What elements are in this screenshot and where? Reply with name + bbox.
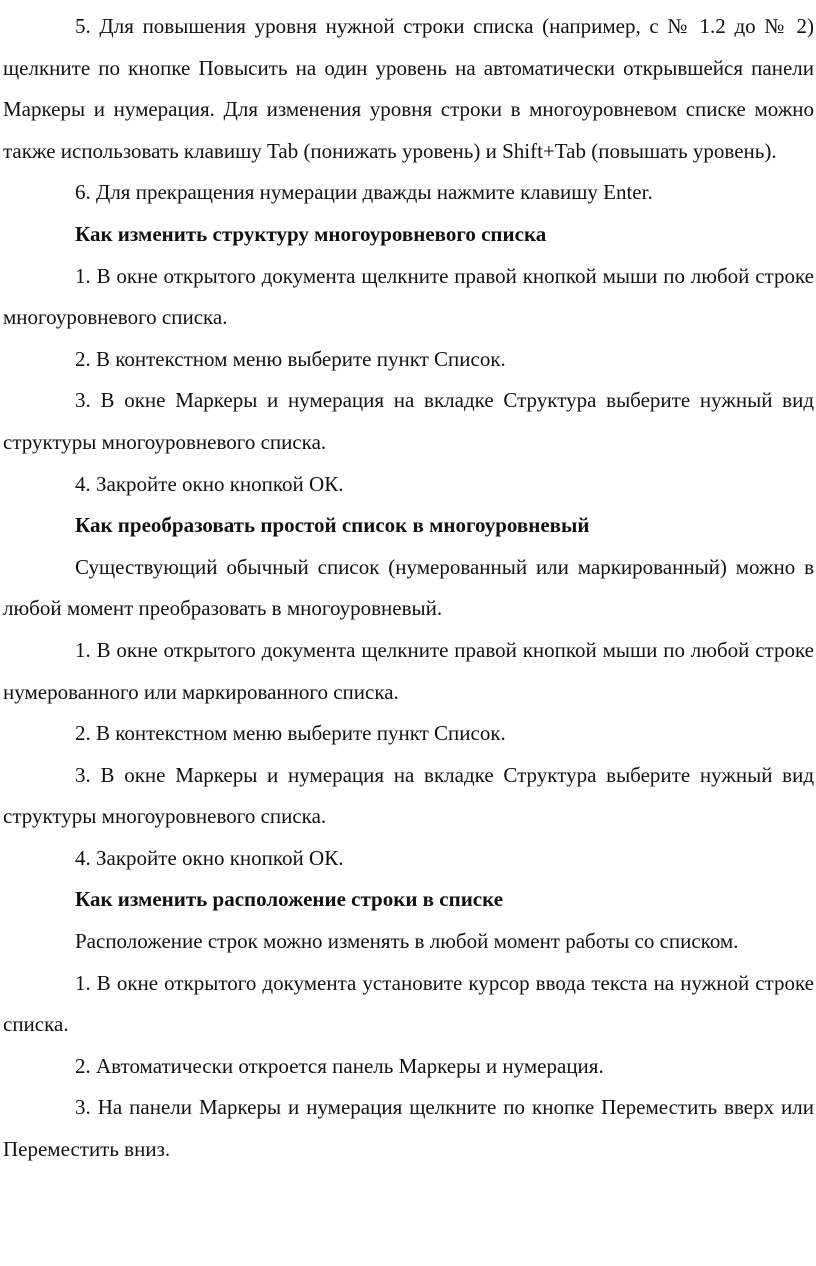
paragraph-structure-step-1: 1. В окне открытого документа щелкните правой кнопкой мыши по любой строке многоуровневого списка.	[3, 263, 814, 330]
paragraph-structure-step-2: 2. В контекстном меню выберите пункт Список.	[75, 346, 506, 371]
heading-convert-list: Как преобразовать простой список в многоуровневый	[75, 513, 590, 538]
paragraph-step-5-raise-level: 5. Для повышения уровня нужной строки списка (например, с № 1.2 до № 2) щелкните по кнопке Повысить на один уровень на автоматически открывшейся панели Маркеры и нумерация. Для изменения уровня строки в многоуровневом списке можно также использовать клавишу Tab (понижать уровень) и Shift+Tab (повышать уровень).	[3, 14, 814, 163]
paragraph-convert-intro: Существующий обычный список (нумерованный или маркированный) можно в любой момент преобразовать в многоуровневый.	[3, 554, 814, 621]
paragraph-convert-step-4: 4. Закройте окно кнопкой ОК.	[75, 845, 344, 870]
heading-move-line: Как изменить расположение строки в списке	[75, 887, 504, 912]
paragraph-move-step-1: 1. В окне открытого документа установите курсор ввода текста на нужной строке списка.	[3, 970, 814, 1037]
heading-change-structure: Как изменить структуру многоуровневого списка	[75, 221, 547, 246]
paragraph-move-intro: Расположение строк можно изменять в любой момент работы со списком.	[75, 929, 739, 954]
paragraph-structure-step-4: 4. Закройте окно кнопкой ОК.	[75, 471, 344, 496]
paragraph-structure-step-3: 3. В окне Маркеры и нумерация на вкладке Структура выберите нужный вид структуры многоуровневого списка.	[3, 388, 814, 454]
paragraph-step-6-stop-numbering: 6. Для прекращения нумерации дважды нажмите клавишу Enter.	[75, 180, 653, 205]
paragraph-convert-step-3: 3. В окне Маркеры и нумерация на вкладке Структура выберите нужный вид структуры многоуровневого списка.	[3, 762, 814, 829]
paragraph-convert-step-2: 2. В контекстном меню выберите пункт Список.	[75, 721, 506, 746]
paragraph-convert-step-1: 1. В окне открытого документа щелкните правой кнопкой мыши по любой строке нумерованного или маркированного списка.	[3, 637, 814, 704]
paragraph-move-step-3: 3. На панели Маркеры и нумерация щелкните по кнопке Переместить вверх или Переместить вниз.	[3, 1095, 814, 1162]
paragraph-move-step-2: 2. Автоматически откроется панель Маркеры и нумерация.	[75, 1053, 604, 1078]
